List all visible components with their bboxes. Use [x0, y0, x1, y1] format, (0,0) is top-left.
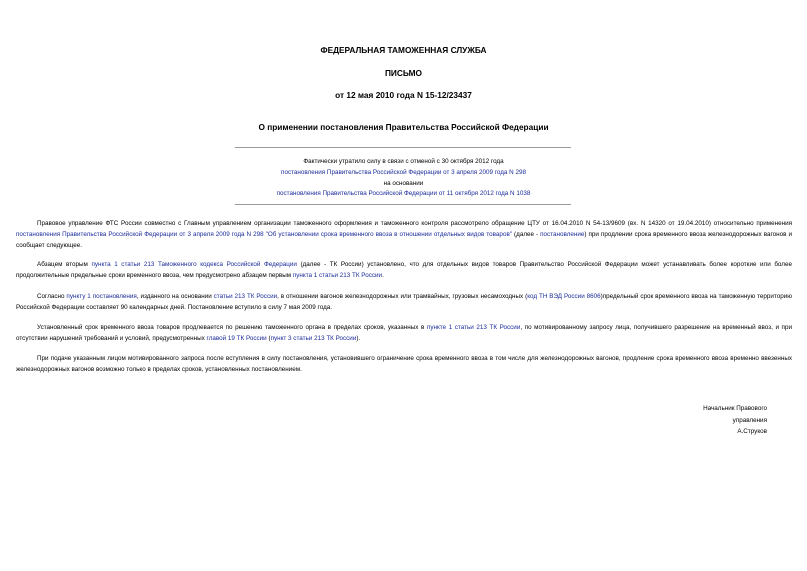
link-tk-ch19[interactable]: главой 19 ТК России — [206, 335, 267, 342]
signature-department: управления — [732, 416, 767, 424]
link-tk-213-p1-b[interactable]: пункте 1 статьи 213 ТК России — [426, 324, 521, 331]
paragraph-1: Правовое управление ФТС России совместно с Главным управлением организации таможенного оформления и таможенного контроля рассмотрело обращение ЦТУ от 16.04.2010 N 54-13/9609 (вх. N 14320 от 19.04.2010) относительно применения постановления Правительства Российской Федерации от 3 апреля 2009 года N 298 "Об установлении срока временного ввоза в отношении отдельных видов товаров" (далее - постановление) при продлении срока временного ввоза железнодорожных вагонов и сообщает следующее. — [16, 220, 792, 249]
paragraph-3: Согласно пункту 1 постановления, изданного на основании статьи 213 ТК России, в отношении вагонов железнодорожных или трамвайных, грузовых несамоходных (код ТН ВЭД России 8606)предельный срок временного ввоза на таможенную территорию Российской Федерации составляет 90 календарных дней. Постановление вступило в силу 7 мая 2009 года. — [16, 293, 792, 311]
status-link-2[interactable]: постановления Правительства Российской Федерации от 11 октября 2012 года N 1038 — [276, 190, 531, 197]
status-link-1[interactable]: постановления Правительства Российской Федерации от 3 апреля 2009 года N 298 — [281, 169, 526, 176]
doc-date-number: от 12 мая 2010 года N 15-12/23437 — [335, 90, 472, 100]
link-resolution[interactable]: постановление — [540, 231, 585, 238]
status-line-2: на основании — [383, 180, 424, 187]
divider-bottom — [235, 204, 571, 205]
doc-title: О применении постановления Правительства Российской Федерации — [258, 122, 549, 132]
link-tk-213-p3[interactable]: пункт 3 статьи 213 ТК России — [270, 335, 357, 342]
link-resolution-298[interactable]: постановления Правительства Российской Федерации от 3 апреля 2009 года N 298 "Об установлении срока временного ввоза в отношении отдельных видов товаров" — [16, 231, 513, 238]
status-link-2-wrap — [0, 190, 807, 197]
signature-block — [703, 403, 767, 438]
divider-top — [235, 147, 571, 148]
paragraph-4: Установленный срок временного ввоза товаров продлевается по решению таможенного органа в пределах сроков, указанных в пункте 1 статьи 213 ТК России, по мотивированному запросу лица, получившего разрешение на временный ввоз, и при отсутствии нарушений требований и условий, предусмотренных главой 19 ТК России (пункт 3 статьи 213 ТК России). — [16, 324, 792, 342]
doc-type: ПИСЬМО — [384, 68, 423, 78]
paragraph-5: При подаче указанным лицом мотивированного запроса после вступления в силу постановления, установившего ограничение срока временного ввоза в том числе для железнодорожных вагонов, продление срока временного ввоза временно ввезенных железнодорожных вагонов возможно только в пределах сроков, установленных постановлением. — [16, 355, 792, 373]
signature-position: Начальник Правового — [703, 405, 767, 412]
link-tk-213-p1-short[interactable]: пункта 1 статьи 213 ТК России — [292, 272, 383, 279]
link-tk-213-p1[interactable]: пункта 1 статьи 213 Таможенного кодекса Российской Федерации — [91, 261, 297, 268]
org-name: ФЕДЕРАЛЬНАЯ ТАМОЖЕННАЯ СЛУЖБА — [320, 45, 487, 55]
signature-name: А.Струков — [737, 428, 767, 435]
link-tnved-8606[interactable]: код ТН ВЭД России 8606 — [527, 293, 601, 300]
link-resolution-p1[interactable]: пункту 1 постановления — [66, 293, 137, 300]
link-tk-213[interactable]: статьи 213 ТК России — [213, 293, 278, 300]
status-link-1-wrap — [0, 169, 807, 176]
status-line-1: Фактически утратило силу в связи с отменой с 30 октября 2012 года — [303, 158, 504, 165]
paragraph-2: Абзацем вторым пункта 1 статьи 213 Таможенного кодекса Российской Федерации (далее - ТК России) установлено, что для отдельных видов товаров Правительство Российской Федерации может устанавливать более короткие или более продолжительные предельные сроки временного ввоза, чем предусмотрено абзацем первым пункта 1 статьи 213 ТК России. — [16, 261, 792, 279]
